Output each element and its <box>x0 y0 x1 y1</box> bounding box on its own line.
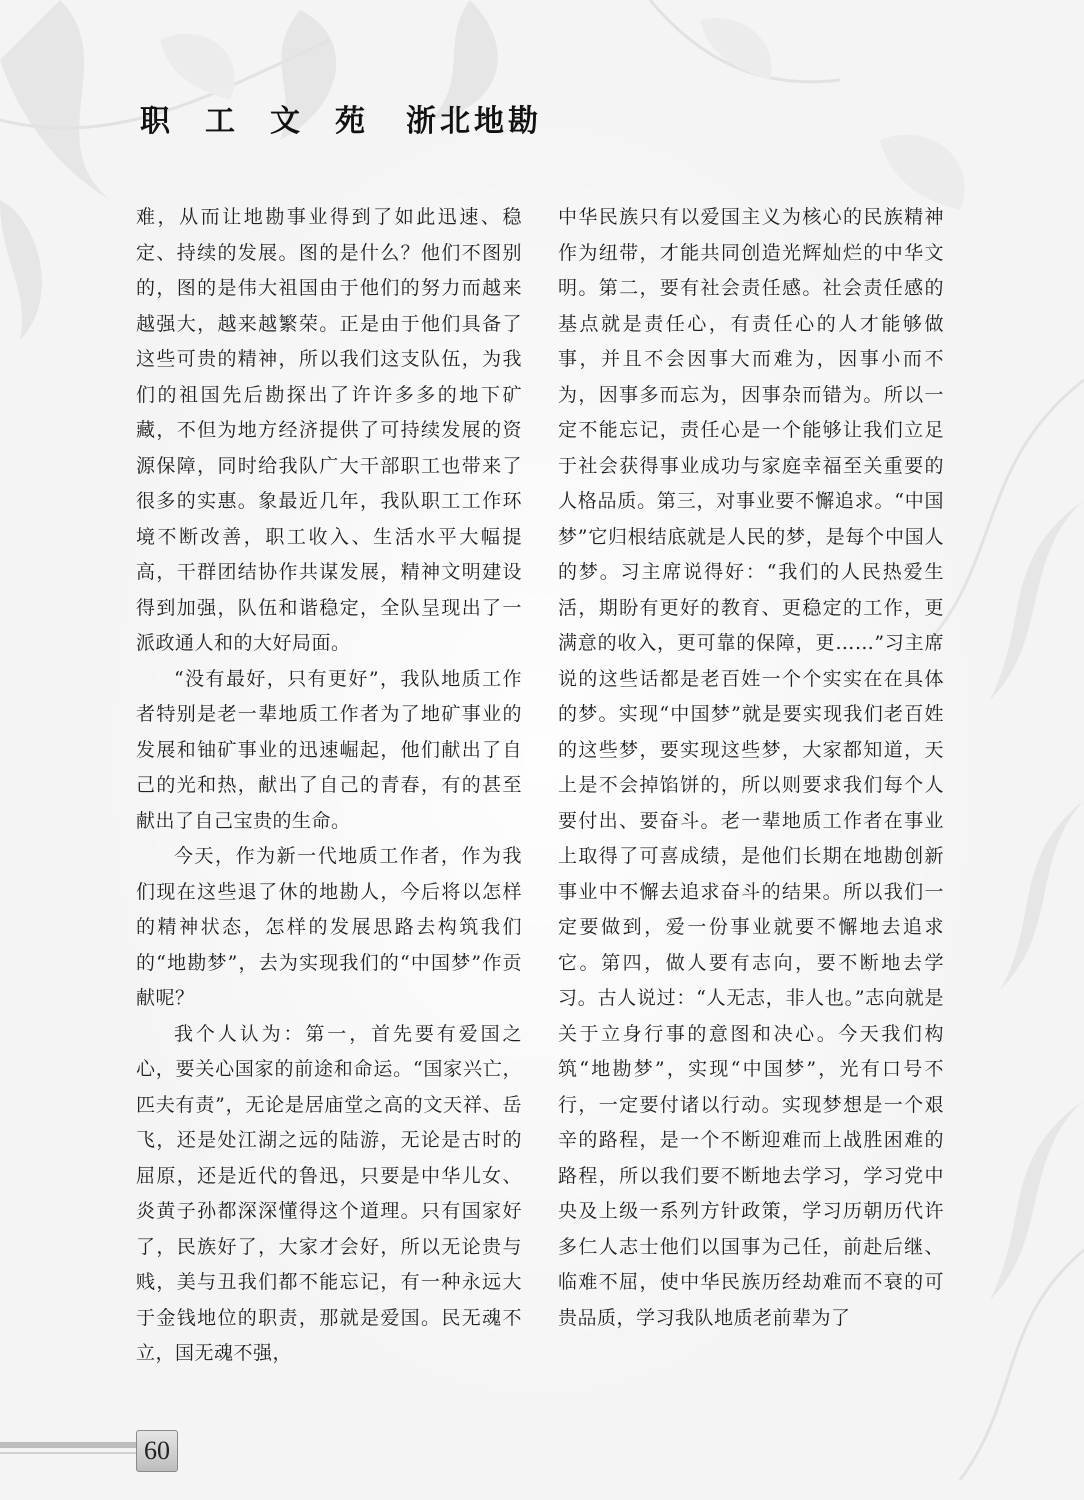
right-column <box>558 200 944 1336</box>
paragraph: 今天，作为新一代地质工作者，作为我们现在这些退了休的地勘人，今后将以怎样的精神状态，怎样的发展思路去构筑我们的“地勘梦”，去为实现我们的“中国梦”作贡献呢？ <box>136 845 522 1009</box>
footer-bar <box>0 1442 136 1448</box>
paragraph: 难，从而让地勘事业得到了如此迅速、稳定、持续的发展。图的是什么？他们不图别的，图的是伟大祖国由于他们的努力而越来越强大，越来越繁荣。正是由于他们具备了这些可贵的精神，所以我们这支队伍，为我们的祖国先后勘探出了许许多多的地下矿藏，不但为地方经济提供了可持续发展的资源保障，同时给我队广大干部职工也带来了很多的实惠。象最近几年，我队职工工作环境不断改善，职工收入、生活水平大幅提高，干群团结协作共谋发展，精神文明建设得到加强，队伍和谐稳定，全队呈现出了一派政通人和的大好局面。 <box>136 206 522 654</box>
paragraph: 我个人认为：第一，首先要有爱国之心，要关心国家的前途和命运。“国家兴亡，匹夫有责”，无论是居庙堂之高的文天祥、岳飞，还是处江湖之远的陆游，无论是古时的屈原，还是近代的鲁迅，只要是中华儿女、炎黄子孙都深深懂得这个道理。只有国家好了，民族好了，大家才会好，所以无论贵与贱，美与丑我们都不能忘记，有一种永远大于金钱地位的职责，那就是爱国。民无魂不立，国无魂不强， <box>136 1022 522 1364</box>
unit-name: 浙北地勘 <box>406 104 542 139</box>
footer-bar-line <box>0 1452 136 1454</box>
paragraph: 中华民族只有以爱国主义为核心的民族精神作为纽带，才能共同创造光辉灿烂的中华文明。第二，要有社会责任感。社会责任感的基点就是责任心，有责任心的人才能够做事，并且不会因事大而难为，因事小而不为，因事多而忘为，因事杂而错为。所以一定不能忘记，责任心是一个能够让我们立足于社会获得事业成功与家庭幸福至关重要的人格品质。第三，对事业要不懈追求。“中国梦”它归根结底就是人民的梦，是每个中国人的梦。习主席说得好：“我们的人民热爱生活，期盼有更好的教育、更稳定的工作，更满意的收入，更可靠的保障，更……”习主席说的这些话都是老百姓一个个实实在在具体的梦。实现“中国梦”就是要实现我们老百姓的这些梦，要实现这些梦，大家都知道，天上是不会掉馅饼的，所以则要求我们每个人要付出、要奋斗。老一辈地质工作者在事业上取得了可喜成绩，是他们长期在地勘创新事业中不懈去追求奋斗的结果。所以我们一定要做到，爱一份事业就要不懈地去追求它。第四，做人要有志向，要不断地去学习。古人说过：“人无志，非人也。”志向就是关于立身行事的意图和决心。今天我们构筑“地勘梦”，实现“中国梦”，光有口号不行，一定要付诸以行动。实现梦想是一个艰辛的路程，是一个不断迎难而上战胜困难的路程，所以我们要不断地去学习，学习党中央及上级一系列方针政策，学习历朝历代许多仁人志士他们以国事为己任，前赴后继、临难不屈，使中华民族历经劫难而不衰的可贵品质，学习我队地质老前辈为了 <box>558 206 944 1329</box>
section-title: 职工文苑 <box>140 104 400 139</box>
page-header <box>140 96 542 140</box>
page-number: 60 <box>136 1430 178 1472</box>
paragraph: “没有最好，只有更好”，我队地质工作者特别是老一辈地质工作者为了地矿事业的发展和铀矿事业的迅速崛起，他们献出了自己的光和热，献出了自己的青春，有的甚至献出了自己宝贵的生命。 <box>136 667 522 832</box>
left-column <box>136 200 522 1372</box>
